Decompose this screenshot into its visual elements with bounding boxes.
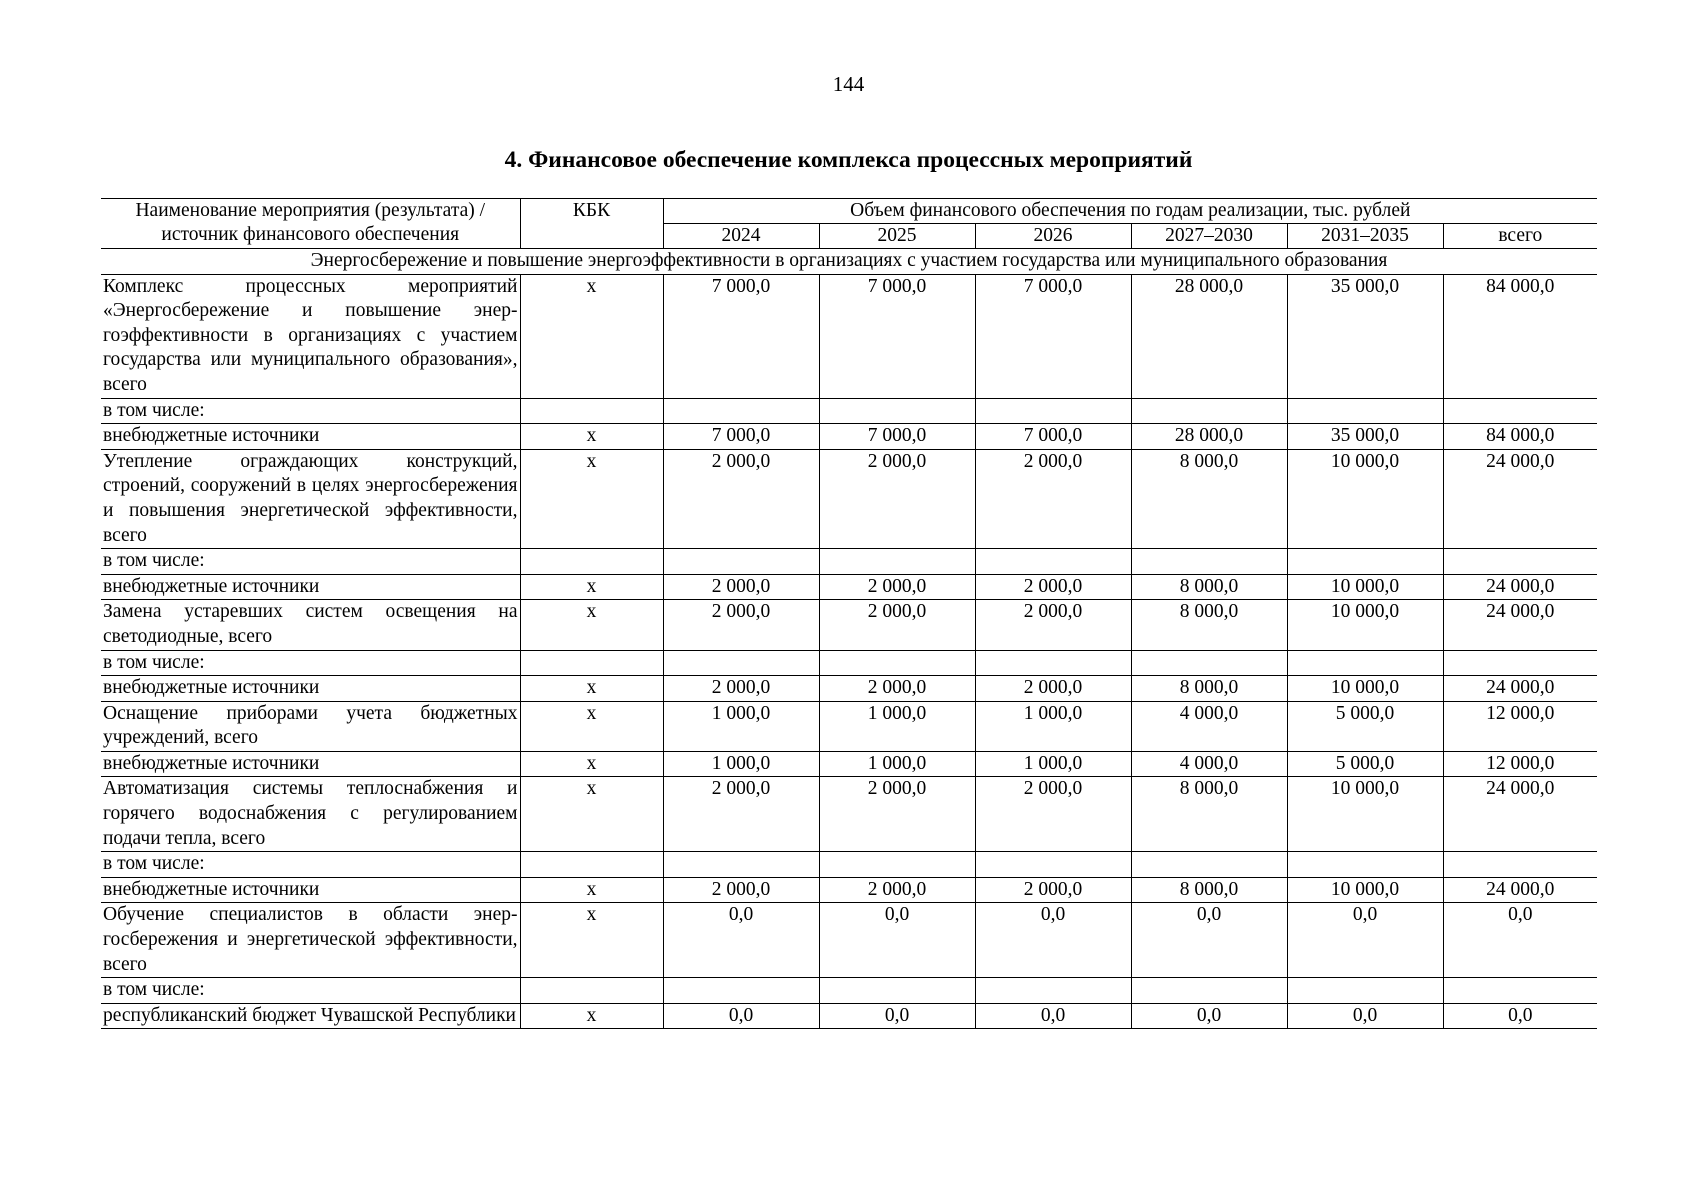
row-value: 2 000,0 <box>819 600 975 650</box>
row-value: 2 000,0 <box>975 877 1131 903</box>
section-row <box>101 249 1597 275</box>
row-value <box>1443 398 1597 424</box>
row-value: 7 000,0 <box>819 274 975 398</box>
row-name: Оснащение приборами учета бюджетных учреждений, всего <box>101 701 520 751</box>
table-row <box>101 903 1597 978</box>
row-value: 1 000,0 <box>975 751 1131 777</box>
row-value: 84 000,0 <box>1443 274 1597 398</box>
table-row <box>101 852 1597 878</box>
row-value: 2 000,0 <box>975 600 1131 650</box>
row-kbk <box>520 650 663 676</box>
row-value: 0,0 <box>1131 1003 1287 1029</box>
row-value: 8 000,0 <box>1131 877 1287 903</box>
row-value <box>975 852 1131 878</box>
row-kbk <box>520 978 663 1004</box>
table-row <box>101 574 1597 600</box>
row-name: республиканский бюджет Чувашской Республики <box>101 1003 520 1029</box>
row-subheading: в том числе: <box>101 978 520 1004</box>
row-kbk <box>520 852 663 878</box>
row-value <box>1287 549 1443 575</box>
row-name: Утепление ограждающих конструкций, строений, сооружений в целях энергосбережения и повышения энергетической эффективности, всего <box>101 449 520 548</box>
row-kbk: х <box>520 574 663 600</box>
row-name: Обучение специалистов в области энергосбережения и энергетической эффективности, всего <box>101 903 520 978</box>
row-value: 28 000,0 <box>1131 274 1287 398</box>
row-kbk: х <box>520 701 663 751</box>
row-value: 24 000,0 <box>1443 777 1597 852</box>
row-value: 0,0 <box>1131 903 1287 978</box>
row-value <box>819 650 975 676</box>
row-name: Комплекс процессных мероприятий «Энергосбережение и повышение энергоэффективности в организациях с участием государства или муниципального образования», всего <box>101 274 520 398</box>
row-value <box>1131 978 1287 1004</box>
row-kbk: х <box>520 777 663 852</box>
table-body <box>101 249 1597 1029</box>
table-row <box>101 424 1597 450</box>
table-row <box>101 751 1597 777</box>
row-value: 0,0 <box>819 903 975 978</box>
row-subheading: в том числе: <box>101 549 520 575</box>
row-kbk: х <box>520 600 663 650</box>
row-value: 0,0 <box>1443 1003 1597 1029</box>
table-row <box>101 274 1597 398</box>
header-kbk: КБК <box>520 199 663 249</box>
row-value: 10 000,0 <box>1287 777 1443 852</box>
row-name: внебюджетные источники <box>101 751 520 777</box>
row-value: 4 000,0 <box>1131 751 1287 777</box>
row-kbk <box>520 398 663 424</box>
row-value: 2 000,0 <box>663 600 819 650</box>
row-value: 0,0 <box>663 903 819 978</box>
row-kbk: х <box>520 903 663 978</box>
row-value: 2 000,0 <box>663 449 819 548</box>
row-value: 0,0 <box>1287 1003 1443 1029</box>
row-kbk: х <box>520 751 663 777</box>
row-value: 24 000,0 <box>1443 676 1597 702</box>
row-value <box>1131 650 1287 676</box>
row-value: 12 000,0 <box>1443 751 1597 777</box>
row-kbk: х <box>520 274 663 398</box>
row-value: 12 000,0 <box>1443 701 1597 751</box>
row-kbk: х <box>520 424 663 450</box>
row-kbk: х <box>520 449 663 548</box>
row-value: 24 000,0 <box>1443 449 1597 548</box>
row-value <box>819 852 975 878</box>
table-row <box>101 1003 1597 1029</box>
row-name: внебюджетные источники <box>101 424 520 450</box>
row-value: 7 000,0 <box>975 424 1131 450</box>
header-name: Наименование мероприятия (результата) / источник финансового обеспечения <box>101 199 520 249</box>
header-year-2026: 2026 <box>975 224 1131 249</box>
row-value: 2 000,0 <box>819 676 975 702</box>
row-value <box>663 398 819 424</box>
row-value: 2 000,0 <box>819 877 975 903</box>
row-value <box>1131 852 1287 878</box>
row-value <box>663 650 819 676</box>
row-value: 2 000,0 <box>975 676 1131 702</box>
table-row <box>101 877 1597 903</box>
row-value: 2 000,0 <box>663 676 819 702</box>
row-name: Замена устаревших систем освещения на светодиодные, всего <box>101 600 520 650</box>
row-value <box>1443 549 1597 575</box>
row-value: 1 000,0 <box>663 701 819 751</box>
row-value: 84 000,0 <box>1443 424 1597 450</box>
row-name: внебюджетные источники <box>101 676 520 702</box>
document-title: 4. Финансовое обеспечение комплекса процессных мероприятий <box>504 147 1193 173</box>
row-value: 1 000,0 <box>819 751 975 777</box>
row-value <box>1443 852 1597 878</box>
row-value: 2 000,0 <box>819 449 975 548</box>
financing-table <box>101 198 1597 1029</box>
row-value: 0,0 <box>1287 903 1443 978</box>
row-value <box>1443 978 1597 1004</box>
row-value <box>663 852 819 878</box>
row-value: 2 000,0 <box>663 777 819 852</box>
table-row <box>101 676 1597 702</box>
row-value: 8 000,0 <box>1131 574 1287 600</box>
row-value <box>819 398 975 424</box>
row-value <box>663 978 819 1004</box>
row-value: 0,0 <box>819 1003 975 1029</box>
row-value <box>819 549 975 575</box>
row-value: 0,0 <box>975 903 1131 978</box>
row-value <box>975 398 1131 424</box>
table-row <box>101 978 1597 1004</box>
row-value <box>1287 650 1443 676</box>
row-value: 8 000,0 <box>1131 676 1287 702</box>
row-value: 1 000,0 <box>975 701 1131 751</box>
row-value <box>1287 398 1443 424</box>
row-value: 10 000,0 <box>1287 676 1443 702</box>
row-value: 8 000,0 <box>1131 449 1287 548</box>
row-value: 2 000,0 <box>663 877 819 903</box>
row-value: 5 000,0 <box>1287 701 1443 751</box>
row-kbk <box>520 549 663 575</box>
row-value: 10 000,0 <box>1287 574 1443 600</box>
row-subheading: в том числе: <box>101 650 520 676</box>
row-value: 8 000,0 <box>1131 600 1287 650</box>
row-value: 2 000,0 <box>975 777 1131 852</box>
row-value: 24 000,0 <box>1443 877 1597 903</box>
table-header <box>101 199 1597 249</box>
header-volume: Объем финансового обеспечения по годам реализации, тыс. рублей <box>663 199 1597 224</box>
row-value <box>1287 978 1443 1004</box>
header-year-2024: 2024 <box>663 224 819 249</box>
table-row <box>101 449 1597 548</box>
table-row <box>101 600 1597 650</box>
row-value: 7 000,0 <box>663 424 819 450</box>
row-value: 1 000,0 <box>663 751 819 777</box>
row-subheading: в том числе: <box>101 852 520 878</box>
row-value: 24 000,0 <box>1443 600 1597 650</box>
row-value: 5 000,0 <box>1287 751 1443 777</box>
row-subheading: в том числе: <box>101 398 520 424</box>
row-value: 2 000,0 <box>975 574 1131 600</box>
row-value: 8 000,0 <box>1131 777 1287 852</box>
row-value: 24 000,0 <box>1443 574 1597 600</box>
row-value <box>975 549 1131 575</box>
row-value <box>819 978 975 1004</box>
header-year-2027-2030: 2027–2030 <box>1131 224 1287 249</box>
row-value: 7 000,0 <box>975 274 1131 398</box>
row-value <box>663 549 819 575</box>
table-row <box>101 398 1597 424</box>
row-value: 0,0 <box>1443 903 1597 978</box>
row-value: 1 000,0 <box>819 701 975 751</box>
section-title: Энергосбережение и повышение энергоэффективности в организациях с участием государства или муниципального образования <box>101 249 1597 275</box>
row-value: 0,0 <box>975 1003 1131 1029</box>
table-row <box>101 777 1597 852</box>
row-value: 28 000,0 <box>1131 424 1287 450</box>
row-value: 7 000,0 <box>663 274 819 398</box>
row-value: 10 000,0 <box>1287 877 1443 903</box>
row-name: Автоматизация системы теплоснабжения и горячего водоснабжения с регулированием подачи тепла, всего <box>101 777 520 852</box>
row-value: 2 000,0 <box>819 574 975 600</box>
page-number: 144 <box>832 72 865 96</box>
row-value: 7 000,0 <box>819 424 975 450</box>
row-value: 0,0 <box>663 1003 819 1029</box>
header-year-2031-2035: 2031–2035 <box>1287 224 1443 249</box>
row-value: 35 000,0 <box>1287 424 1443 450</box>
row-kbk: х <box>520 1003 663 1029</box>
table-row <box>101 549 1597 575</box>
row-value: 4 000,0 <box>1131 701 1287 751</box>
row-value: 2 000,0 <box>975 449 1131 548</box>
row-value <box>975 978 1131 1004</box>
row-value <box>1443 650 1597 676</box>
row-name: внебюджетные источники <box>101 877 520 903</box>
row-value: 35 000,0 <box>1287 274 1443 398</box>
row-value <box>975 650 1131 676</box>
header-total: всего <box>1443 224 1597 249</box>
row-value: 2 000,0 <box>663 574 819 600</box>
row-kbk: х <box>520 877 663 903</box>
row-value <box>1131 398 1287 424</box>
row-value <box>1131 549 1287 575</box>
row-value: 10 000,0 <box>1287 449 1443 548</box>
row-kbk: х <box>520 676 663 702</box>
table-row <box>101 650 1597 676</box>
header-year-2025: 2025 <box>819 224 975 249</box>
row-name: внебюджетные источники <box>101 574 520 600</box>
row-value <box>1287 852 1443 878</box>
table-row <box>101 701 1597 751</box>
row-value: 10 000,0 <box>1287 600 1443 650</box>
row-value: 2 000,0 <box>819 777 975 852</box>
